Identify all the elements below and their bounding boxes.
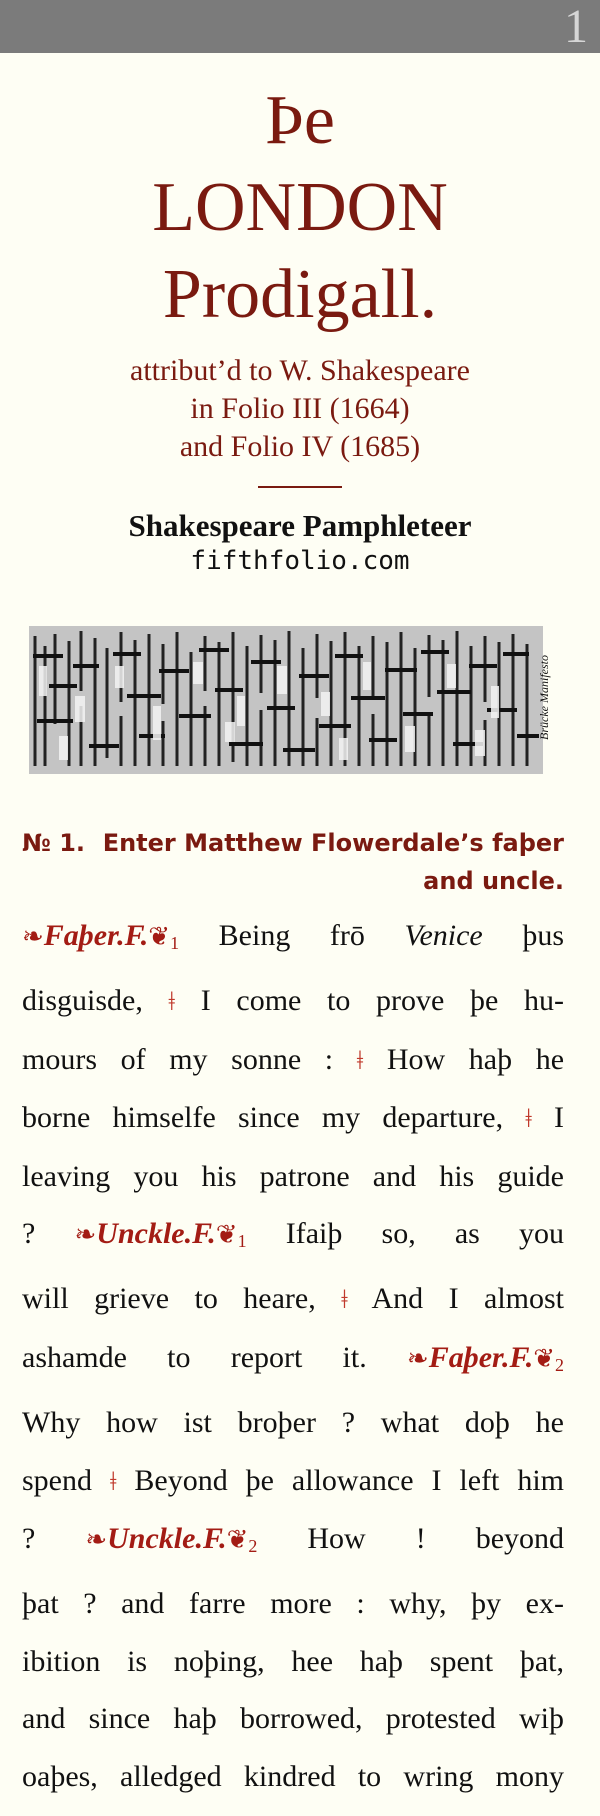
publisher-name: Shakespeare Pamphleteer bbox=[128, 508, 472, 543]
fleuron-right-icon: ❦ bbox=[226, 1525, 249, 1555]
text-line bbox=[22, 972, 564, 1030]
dialogue-italic: Venice bbox=[404, 919, 483, 952]
fleuron-right-icon: ❦ bbox=[533, 1343, 555, 1373]
dagger-mark: ǂ bbox=[356, 1045, 364, 1075]
dialogue-text: And I almost bbox=[371, 1282, 565, 1316]
banner-image bbox=[29, 626, 552, 774]
fleuron-left-icon: ❧ bbox=[74, 1220, 97, 1250]
dialogue-text: I bbox=[554, 1101, 565, 1135]
dialogue-text: oaþes, alledged kindred to wring mony bbox=[22, 1759, 564, 1793]
text-line bbox=[22, 1205, 564, 1270]
attribution-line-3: and Folio IV (1685) bbox=[179, 430, 421, 463]
scene-heading-text: Enter Matthew Flowerdale’s faþer and uncle. bbox=[102, 829, 564, 895]
speech-index: 1 bbox=[170, 933, 180, 953]
dialogue-text: and since haþ borrowed, protested wiþ bbox=[22, 1702, 564, 1736]
dialogue-text: Ifaiþ so, as you bbox=[285, 1217, 565, 1251]
fleuron-left-icon: ❧ bbox=[85, 1525, 108, 1555]
dialogue-text: ? bbox=[22, 1522, 36, 1556]
text-line bbox=[22, 1148, 564, 1205]
scene-number: № 1. bbox=[22, 829, 86, 857]
attribution-line-1: attribut’d to W. Shakespeare bbox=[130, 354, 470, 387]
fleuron-right-icon: ❦ bbox=[215, 1220, 238, 1250]
dialogue-text: disguisde, bbox=[22, 984, 143, 1018]
fleuron-right-icon: ❦ bbox=[148, 922, 171, 951]
speaker-tag bbox=[85, 1522, 257, 1555]
text-line bbox=[22, 1575, 564, 1632]
dagger-mark: ǂ bbox=[168, 987, 176, 1017]
dialogue-text: leaving you his patrone and his guide bbox=[22, 1159, 564, 1193]
text-line bbox=[22, 1690, 564, 1747]
dialogue-text: spend bbox=[22, 1463, 92, 1497]
dialogue-text: How haþ he bbox=[386, 1042, 565, 1076]
text-line bbox=[22, 1031, 564, 1089]
text-line bbox=[22, 1510, 564, 1575]
dialogue-text: How ! beyond bbox=[307, 1522, 565, 1556]
scene-heading bbox=[22, 824, 564, 900]
dialogue-text: I come to prove þe hu- bbox=[200, 984, 565, 1018]
text-line bbox=[22, 1394, 564, 1451]
text-line bbox=[22, 1452, 564, 1510]
speaker-tag bbox=[75, 1217, 247, 1250]
text-line bbox=[22, 1633, 564, 1690]
text-line bbox=[22, 907, 564, 972]
dagger-mark: ǂ bbox=[109, 1466, 117, 1496]
attribution bbox=[0, 352, 600, 466]
speaker-tag bbox=[22, 919, 179, 952]
text-line bbox=[22, 1748, 564, 1805]
dialogue-body bbox=[22, 907, 564, 1805]
top-bar bbox=[0, 0, 600, 53]
dialogue-text: Beyond þe allowance I left him bbox=[134, 1463, 565, 1497]
woodcut-lettering-image bbox=[29, 626, 543, 774]
dialogue-text: Why how ist broþer ? what doþ he bbox=[22, 1406, 564, 1440]
text-line bbox=[22, 1270, 564, 1328]
title-line-3: Prodigall. bbox=[162, 256, 438, 333]
page-number: 1 bbox=[564, 0, 588, 53]
dagger-mark: ǂ bbox=[525, 1104, 532, 1134]
dialogue-text: Being frō bbox=[218, 919, 365, 952]
fleuron-left-icon: ❧ bbox=[406, 1343, 429, 1373]
dialogue-text: will grieve to heare, bbox=[22, 1282, 316, 1316]
speaker-name: Unckle.F. bbox=[96, 1217, 216, 1251]
title-line-1: Þe bbox=[265, 82, 335, 159]
speech-index: 1 bbox=[237, 1231, 247, 1252]
dialogue-text: þus bbox=[522, 919, 565, 952]
text-line bbox=[22, 1089, 564, 1147]
dialogue-text: þat ? and farre more : why, þy ex- bbox=[22, 1587, 564, 1621]
speaker-name: Faþer.F. bbox=[428, 1340, 534, 1374]
title-block bbox=[0, 77, 600, 578]
dialogue-text: ashamde to report it. bbox=[22, 1340, 367, 1374]
speaker-tag bbox=[407, 1341, 564, 1374]
speaker-name: Faþer.F. bbox=[43, 919, 149, 952]
text-line bbox=[22, 1329, 564, 1394]
speech-index: 2 bbox=[248, 1536, 258, 1557]
dialogue-text: mours of my sonne : bbox=[22, 1042, 334, 1076]
dialogue-text: ibition is noþing, hee haþ spent þat, bbox=[22, 1644, 564, 1678]
dagger-mark: ǂ bbox=[341, 1285, 348, 1315]
attribution-line-2: in Folio III (1664) bbox=[190, 392, 410, 425]
speaker-name: Unckle.F. bbox=[107, 1522, 227, 1556]
publisher-website: fifthfolio.com bbox=[190, 546, 410, 576]
dialogue-text: ? bbox=[22, 1217, 36, 1251]
speech-index: 2 bbox=[555, 1354, 564, 1375]
title-line-2: LONDON bbox=[152, 169, 448, 246]
fleuron-left-icon: ❧ bbox=[22, 922, 44, 951]
dialogue-text: borne himselfe since my departure, bbox=[22, 1101, 504, 1135]
title-rule bbox=[258, 486, 342, 488]
banner-credit: Brücke Manifesto bbox=[537, 655, 552, 740]
